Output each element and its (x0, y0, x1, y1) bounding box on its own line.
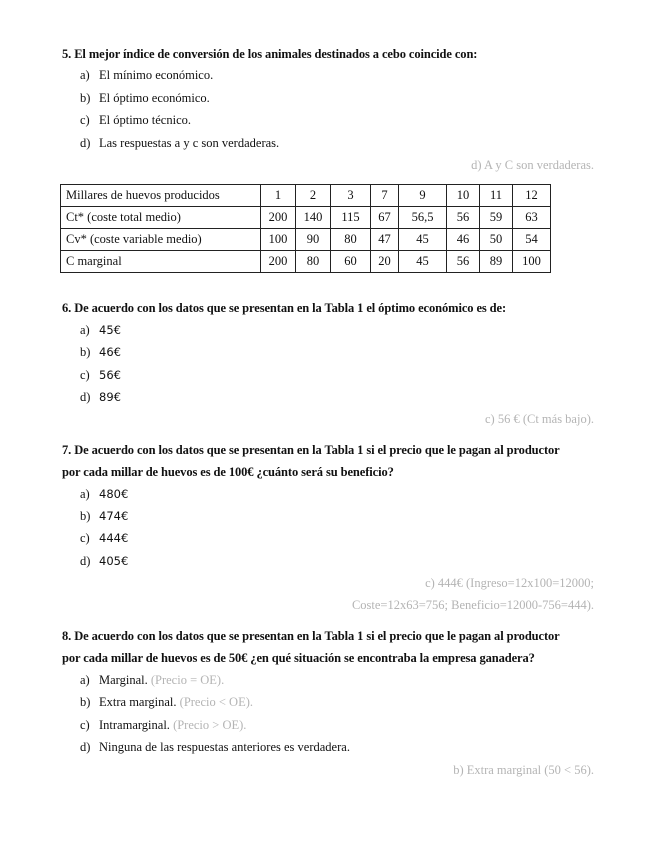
question-6: 6. De acuerdo con los datos que se presentan en la Tabla 1 el óptimo económico es de: (62, 301, 507, 315)
table-row (61, 207, 551, 229)
table-cell: 90 (296, 229, 331, 251)
q5-option-a (80, 67, 213, 83)
row-label: Ct* (coste total medio) (61, 207, 261, 229)
option-text: El óptimo técnico. (99, 113, 191, 127)
table-cell: 1 (261, 185, 296, 207)
q5-answer: d) A y C son verdaderas. (471, 158, 594, 172)
option-letter: c) (80, 368, 90, 382)
option-text: 89€ (99, 390, 121, 404)
q7-answer-line-1: c) 444€ (Ingreso=12x100=12000; (425, 576, 594, 590)
q8-option-a (80, 672, 224, 688)
q7-answer-line-2: Coste=12x63=756; Beneficio=12000-756=444). (351, 598, 594, 612)
q7-option-d (80, 553, 128, 569)
question-8-line-2: por cada millar de huevos es de 50€ ¿en qué situación se encontraba la empresa ganadera? (62, 651, 535, 665)
table-cell: 80 (331, 229, 371, 251)
option-letter: c) (80, 531, 90, 545)
table-cell: 47 (371, 229, 399, 251)
option-note: (Precio = OE). (147, 673, 225, 687)
table-cell: 45 (399, 251, 447, 273)
option-note: (Precio > OE). (169, 718, 247, 732)
data-table (60, 184, 551, 273)
q7-option-a (80, 486, 128, 502)
q8-answer: b) Extra marginal (50 < 56). (453, 763, 594, 777)
q5-option-b (80, 90, 210, 106)
q6-option-c (80, 367, 121, 383)
option-letter: b) (80, 345, 91, 359)
table-cell: 200 (261, 251, 296, 273)
q7-option-c (80, 530, 128, 546)
option-text: El óptimo económico. (99, 91, 210, 105)
table-cell: 20 (371, 251, 399, 273)
table-cell: 100 (513, 251, 551, 273)
option-letter: a) (80, 68, 90, 82)
table-cell: 56,5 (399, 207, 447, 229)
option-text: 45€ (99, 323, 121, 337)
option-text: 405€ (99, 554, 129, 568)
option-letter: b) (80, 91, 91, 105)
table-cell: 12 (513, 185, 551, 207)
q8-option-c (80, 717, 246, 733)
table-cell: 89 (480, 251, 513, 273)
table-cell: 140 (296, 207, 331, 229)
table-cell: 2 (296, 185, 331, 207)
option-text: Marginal. (99, 673, 148, 687)
option-text: 474€ (99, 509, 129, 523)
option-letter: d) (80, 390, 91, 404)
table-cell: 46 (447, 229, 480, 251)
table-cell: 67 (371, 207, 399, 229)
option-text: Intramarginal. (99, 718, 170, 732)
question-8-line-1: 8. De acuerdo con los datos que se presentan en la Tabla 1 si el precio que le pagan al productor (62, 629, 560, 643)
option-letter: a) (80, 673, 90, 687)
q6-option-d (80, 389, 121, 405)
option-letter: d) (80, 136, 91, 150)
table-cell: 3 (331, 185, 371, 207)
option-text: 56€ (99, 368, 121, 382)
table-row (61, 251, 551, 273)
q8-option-d (80, 739, 350, 755)
question-7-line-2: por cada millar de huevos es de 100€ ¿cuánto será su beneficio? (62, 465, 394, 479)
table-cell: 9 (399, 185, 447, 207)
table-cell: 200 (261, 207, 296, 229)
option-text: Las respuestas a y c son verdaderas. (99, 136, 280, 150)
table-cell: 59 (480, 207, 513, 229)
option-letter: c) (80, 718, 90, 732)
table-cell: 63 (513, 207, 551, 229)
table-cell: 56 (447, 207, 480, 229)
question-7-line-1: 7. De acuerdo con los datos que se presentan en la Tabla 1 si el precio que le pagan al productor (62, 443, 560, 457)
table-cell: 45 (399, 229, 447, 251)
option-letter: a) (80, 487, 90, 501)
table-cell: 115 (331, 207, 371, 229)
q8-option-b (80, 694, 253, 710)
table-cell: 50 (480, 229, 513, 251)
option-text: Extra marginal. (99, 695, 177, 709)
table-cell: 56 (447, 251, 480, 273)
row-label: Millares de huevos producidos (61, 185, 261, 207)
q6-option-a (80, 322, 121, 338)
option-letter: d) (80, 740, 91, 754)
table-cell: 7 (371, 185, 399, 207)
table-cell: 54 (513, 229, 551, 251)
q5-option-d (80, 135, 279, 151)
table-cell: 80 (296, 251, 331, 273)
option-text: 46€ (99, 345, 121, 359)
option-note: (Precio < OE). (176, 695, 254, 709)
q7-option-b (80, 508, 128, 524)
option-text: Ninguna de las respuestas anteriores es verdadera. (99, 740, 350, 754)
table-cell: 10 (447, 185, 480, 207)
row-label: C marginal (61, 251, 261, 273)
row-label: Cv* (coste variable medio) (61, 229, 261, 251)
option-letter: b) (80, 509, 91, 523)
table-cell: 100 (261, 229, 296, 251)
table-row (61, 185, 551, 207)
table-row (61, 229, 551, 251)
option-letter: d) (80, 554, 91, 568)
question-5: 5. El mejor índice de conversión de los animales destinados a cebo coincide con: (62, 47, 478, 61)
table-cell: 60 (331, 251, 371, 273)
q6-answer: c) 56 € (Ct más bajo). (484, 412, 594, 426)
option-letter: c) (80, 113, 90, 127)
table-cell: 11 (480, 185, 513, 207)
option-letter: b) (80, 695, 91, 709)
option-text: El mínimo económico. (99, 68, 214, 82)
q6-option-b (80, 344, 121, 360)
option-text: 444€ (99, 531, 129, 545)
q5-option-c (80, 112, 191, 128)
option-text: 480€ (99, 487, 129, 501)
option-letter: a) (80, 323, 90, 337)
